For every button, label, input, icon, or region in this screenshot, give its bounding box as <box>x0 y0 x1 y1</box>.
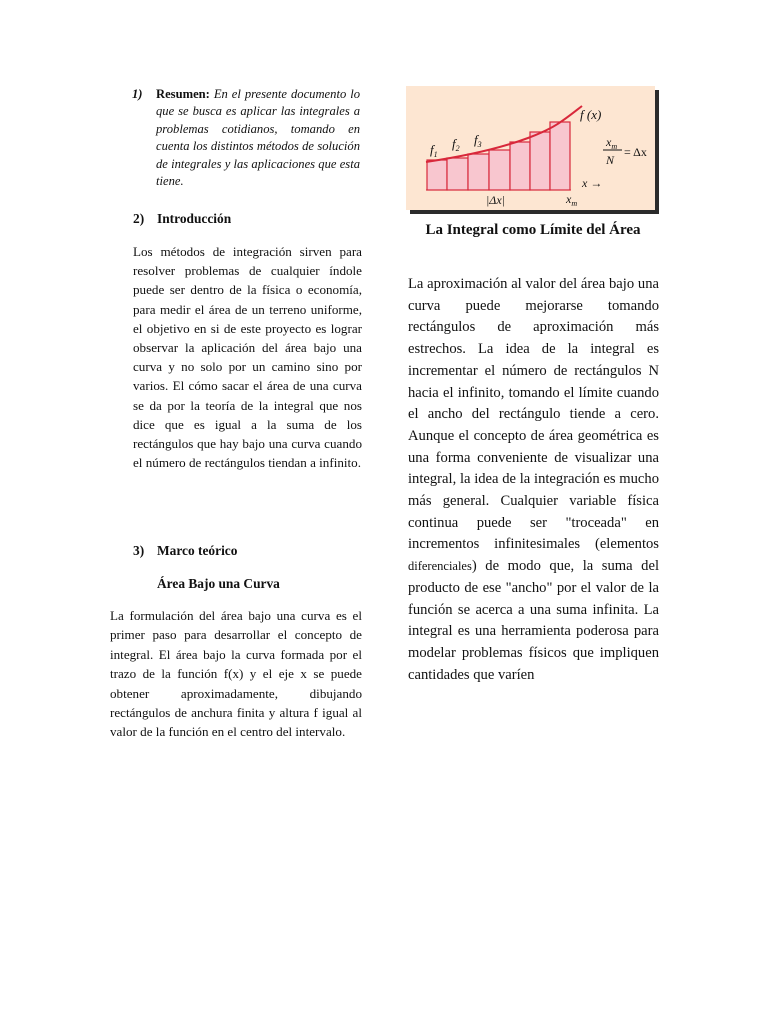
fraction-numerator: $x_m$ <box>606 135 618 151</box>
f3-label: $f_3$ <box>474 132 482 149</box>
xm-label: $x_m$ <box>566 192 578 208</box>
subsection-title: Área Bajo una Curva <box>157 576 280 591</box>
rectangle-bar <box>468 154 489 190</box>
body-text: La aproximación al valor del área bajo una curva puede mejorarse tomando rectángulos de aproximación más estrechos. La idea de la integral es incrementar el número de rectángulos N hacia el infinito, tomando el límite cuando el ancho del rectángulo tiende a cero. Aunque el concepto de área geométrica es una forma conveniente de visualizar una integral, la idea de la integración es mucho más general. Cualquier variable física continua puede ser "troceada" en incrementos infinitesimales (elementos <box>408 276 659 553</box>
section-number: 3) <box>133 543 145 558</box>
body-text-small: diferenciales <box>408 559 472 574</box>
section-number: 1) <box>132 87 143 101</box>
section-label: Resumen: <box>156 87 210 101</box>
fraction-rhs: = Δx <box>624 145 647 159</box>
riemann-sum-figure <box>406 86 659 214</box>
section-heading-marco-teorico <box>133 543 237 559</box>
rectangle-bar <box>427 160 447 190</box>
body-text: ) de modo que, la suma del producto de ese "ancho" por el valor de la función se acerca a una suma infinita. La integral es una herramienta poderosa para modelar problemas físicos que impliquen cantidades que varíen <box>408 558 659 683</box>
section-title: Marco teórico <box>157 543 238 558</box>
right-section-body <box>408 274 659 686</box>
rectangle-bar <box>550 122 570 190</box>
abstract-text: En el presente documento lo que se busca es aplicar las integrales a problemas cotidianos, tomando en cuenta los distintos métodos de solución de integrales y las aplicaciones que esta tiene. <box>156 87 360 189</box>
right-section-title: La Integral como Límite del Área <box>425 222 641 238</box>
fraction-denominator: N <box>606 153 615 167</box>
section-heading-introduccion <box>133 211 231 227</box>
section-body <box>156 86 360 190</box>
section-resumen <box>132 86 360 190</box>
f-of-x-label: f (x) <box>580 107 602 122</box>
delta-x-label: |Δx| <box>486 193 505 207</box>
section-body: La formulación del área bajo una curva es el primer paso para desarrollar el concepto de integral. El área bajo la curva formada por el trazo de la función f(x) y el eje x se puede obtener aproximadamente, dibujando rectángulos de anchura finita y altura f igual al valor de la función en el centro del intervalo. <box>110 608 362 740</box>
rectangle-bar <box>447 158 468 190</box>
x-axis-label: x → <box>582 176 603 190</box>
section-body: Los métodos de integración sirven para resolver problemas de cualquier índole puede ser dentro de la física o economía, para medir el área de un terreno uniforme, el objetivo en si de este proyecto es lograr observar la aplicación del área bajo una curva y no solo por un camino sino por varios. El cómo sacar el área de una curva se da por la teoría de la integral que nos dice que es igual a la suma de los rectángulos que hay bajo una curva cuando el número de rectángulos tiendan a infinito. <box>133 244 362 471</box>
section-number: 2) <box>133 211 145 226</box>
f1-label: $f_1$ <box>430 142 438 159</box>
rectangle-bar <box>489 150 510 190</box>
section-title: Introducción <box>157 211 232 226</box>
figure-graphic <box>406 86 659 214</box>
rectangle-bar <box>530 132 550 190</box>
f2-label: $f_2$ <box>452 136 460 153</box>
rectangle-bar <box>510 142 530 190</box>
